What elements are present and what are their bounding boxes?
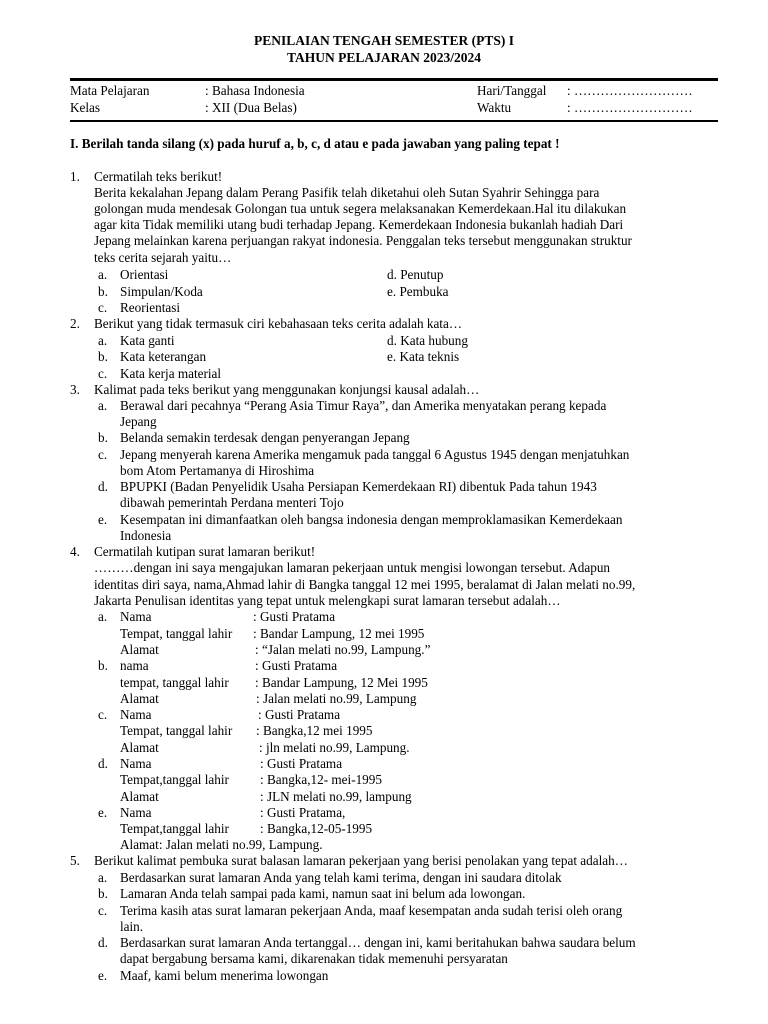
date-value: : ……………………… — [567, 83, 693, 98]
question-number: 2. — [70, 316, 80, 331]
option-letter: e. — [98, 805, 108, 820]
option-field-label: tempat, tanggal lahir — [120, 675, 229, 690]
option-letter: c. — [98, 903, 108, 918]
option-c: Reorientasi — [120, 300, 181, 315]
page-title: PENILAIAN TENGAH SEMESTER (PTS) I — [253, 33, 515, 48]
question-text: Cermatilah teks berikut! — [94, 169, 223, 184]
option-field-label: Nama — [120, 707, 152, 722]
option-a-cont: Jepang — [120, 414, 157, 429]
option-field-label: Nama — [120, 609, 152, 624]
section-title: I. Berilah tanda silang (x) pada huruf a, b, c, d atau e pada jawaban yang paling tepat ! — [70, 136, 560, 151]
header-rule-top — [70, 78, 718, 81]
time-value: : ……………………… — [567, 100, 693, 115]
subject-label: Mata Pelajaran — [70, 83, 150, 98]
option-letter: a. — [98, 609, 108, 624]
option-letter: c. — [98, 707, 108, 722]
option-letter: a. — [98, 398, 108, 413]
subject-value: : Bahasa Indonesia — [205, 83, 305, 98]
option-field-value: : “Jalan melati no.99, Lampung.” — [255, 642, 431, 657]
option-letter: d. — [98, 935, 108, 950]
option-c-cont: bom Atom Pertamanya di Hiroshima — [120, 463, 315, 478]
option-letter: b. — [98, 349, 108, 364]
date-label: Hari/Tanggal — [477, 83, 547, 98]
question-number: 1. — [70, 169, 80, 184]
option-field-label: Nama — [120, 756, 152, 771]
option-field-label: Tempat, tanggal lahir — [120, 723, 233, 738]
option-d: d. Penutup — [387, 267, 444, 282]
option-letter: b. — [98, 430, 108, 445]
option-field-value: : Gusti Pratama, — [260, 805, 346, 820]
class-label: Kelas — [70, 100, 101, 115]
option-field-value: : Gusti Pratama — [253, 609, 336, 624]
option-e: Maaf, kami belum menerima lowongan — [120, 968, 329, 983]
option-letter: d. — [98, 756, 108, 771]
option-b: Belanda semakin terdesak dengan penyerangan Jepang — [120, 430, 410, 445]
option-letter: b. — [98, 284, 108, 299]
question-text: Berita kekalahan Jepang dalam Perang Pasifik telah diketahui oleh Sutan Syahrir Sehingga para — [94, 185, 600, 200]
question-number: 5. — [70, 853, 80, 868]
option-b: Lamaran Anda telah sampai pada kami, namun saat ini belum ada lowongan. — [120, 886, 526, 901]
option-e: Kesempatan ini dimanfaatkan oleh bangsa indonesia dengan memproklamasikan Kemerdekaan — [120, 512, 623, 527]
question-text: Jepang melainkan karena perjuangan rakyat indonesia. Penggalan teks tersebut menggunakan struktur — [94, 233, 632, 248]
option-letter: b. — [98, 658, 108, 673]
option-d-cont: dapat bergabung bersama kami, dikarenakan tidak memenuhi persyaratan — [120, 951, 508, 966]
question-number: 4. — [70, 544, 80, 559]
option-field-value: : Bangka,12 mei 1995 — [256, 723, 373, 738]
option-letter: c. — [98, 366, 108, 381]
question-text: Jakarta Penulisan identitas yang tepat untuk melengkapi surat lamaran tersebut adalah… — [94, 593, 561, 608]
option-letter: c. — [98, 300, 108, 315]
question-text: ………dengan ini saya mengajukan lamaran pekerjaan untuk mengisi lowongan tersebut. Adapun — [94, 560, 611, 575]
question-text: Kalimat pada teks berikut yang menggunakan konjungsi kausal adalah… — [94, 382, 480, 397]
question-text: Berikut yang tidak termasuk ciri kebahasaan teks cerita adalah kata… — [94, 316, 463, 331]
question-text: agar kita Tidak memiliki utang budi terhadap Jepang. Kemerdekaan Indonesia bukanlah hadiah Dari — [94, 217, 624, 232]
option-c: Terima kasih atas surat lamaran pekerjaan Anda, maaf kesempatan anda sudah terisi oleh orang — [120, 903, 623, 918]
option-field-value: : jln melati no.99, Lampung. — [259, 740, 410, 755]
option-e: e. Pembuka — [387, 284, 449, 299]
class-value: : XII (Dua Belas) — [205, 100, 297, 115]
option-field-line: Alamat: Jalan melati no.99, Lampung. — [120, 837, 323, 852]
option-d-cont: dibawah pemerintah Perdana menteri Tojo — [120, 495, 344, 510]
option-letter: a. — [98, 870, 108, 885]
question-text: golongan muda mendesak Golongan tua untuk segera melaksanakan Kemerdekaan.Hal itu dilakukan — [94, 201, 627, 216]
option-field-value: : Bandar Lampung, 12 Mei 1995 — [255, 675, 428, 690]
time-label: Waktu — [477, 100, 512, 115]
question-text: Cermatilah kutipan surat lamaran berikut! — [94, 544, 316, 559]
option-c: Kata kerja material — [120, 366, 222, 381]
option-field-label: Tempat,tanggal lahir — [120, 821, 229, 836]
option-field-label: Nama — [120, 805, 152, 820]
option-field-value: : Bandar Lampung, 12 mei 1995 — [253, 626, 425, 641]
option-c: Jepang menyerah karena Amerika mengamuk pada tanggal 6 Agustus 1945 dengan menjatuhkan — [120, 447, 630, 462]
option-letter: a. — [98, 267, 108, 282]
option-d: d. Kata hubung — [387, 333, 468, 348]
question-number: 3. — [70, 382, 80, 397]
option-e-cont: Indonesia — [120, 528, 172, 543]
option-field-label: Alamat — [120, 691, 159, 706]
option-field-label: nama — [120, 658, 149, 673]
option-b: Simpulan/Koda — [120, 284, 203, 299]
page-subtitle: TAHUN PELAJARAN 2023/2024 — [286, 50, 481, 65]
option-letter: a. — [98, 333, 108, 348]
option-field-label: Alamat — [120, 740, 159, 755]
option-field-label: Tempat,tanggal lahir — [120, 772, 229, 787]
option-field-value: : Jalan melati no.99, Lampung — [256, 691, 417, 706]
option-field-value: : Gusti Pratama — [260, 756, 343, 771]
option-a: Kata ganti — [120, 333, 175, 348]
option-letter: c. — [98, 447, 108, 462]
question-text: identitas diri saya, nama,Ahmad lahir di Bangka tanggal 12 mei 1995, beralamat di Jalan melati no.99, — [94, 577, 636, 592]
option-field-label: Alamat — [120, 642, 159, 657]
option-field-value: : Bangka,12- mei-1995 — [260, 772, 382, 787]
option-field-label: Tempat, tanggal lahir — [120, 626, 233, 641]
option-b: Kata keterangan — [120, 349, 207, 364]
option-field-label: Alamat — [120, 789, 159, 804]
option-a: Berdasarkan surat lamaran Anda yang telah kami terima, dengan ini saudara ditolak — [120, 870, 562, 885]
option-a: Orientasi — [120, 267, 169, 282]
option-d: Berdasarkan surat lamaran Anda tertanggal… dengan ini, kami beritahukan bahwa saudara belum — [120, 935, 636, 950]
option-letter: e. — [98, 968, 108, 983]
option-field-value: : Gusti Pratama — [255, 658, 338, 673]
header-rule-bottom — [70, 120, 718, 122]
option-e: e. Kata teknis — [387, 349, 460, 364]
question-text: Berikut kalimat pembuka surat balasan lamaran pekerjaan yang berisi penolakan yang tepat adalah… — [94, 853, 628, 868]
question-text: teks cerita sejarah yaitu… — [94, 250, 232, 265]
option-letter: d. — [98, 479, 108, 494]
option-letter: e. — [98, 512, 108, 527]
option-field-value: : JLN melati no.99, lampung — [260, 789, 412, 804]
option-d: BPUPKI (Badan Penyelidik Usaha Persiapan Kemerdekaan RI) dibentuk Pada tahun 1943 — [120, 479, 597, 494]
option-letter: b. — [98, 886, 108, 901]
option-a: Berawal dari pecahnya “Perang Asia Timur Raya”, dan Amerika menyatakan perang kepada — [120, 398, 607, 413]
option-c-cont: lain. — [120, 919, 144, 934]
option-field-value: : Bangka,12-05-1995 — [260, 821, 373, 836]
option-field-value: : Gusti Pratama — [258, 707, 341, 722]
